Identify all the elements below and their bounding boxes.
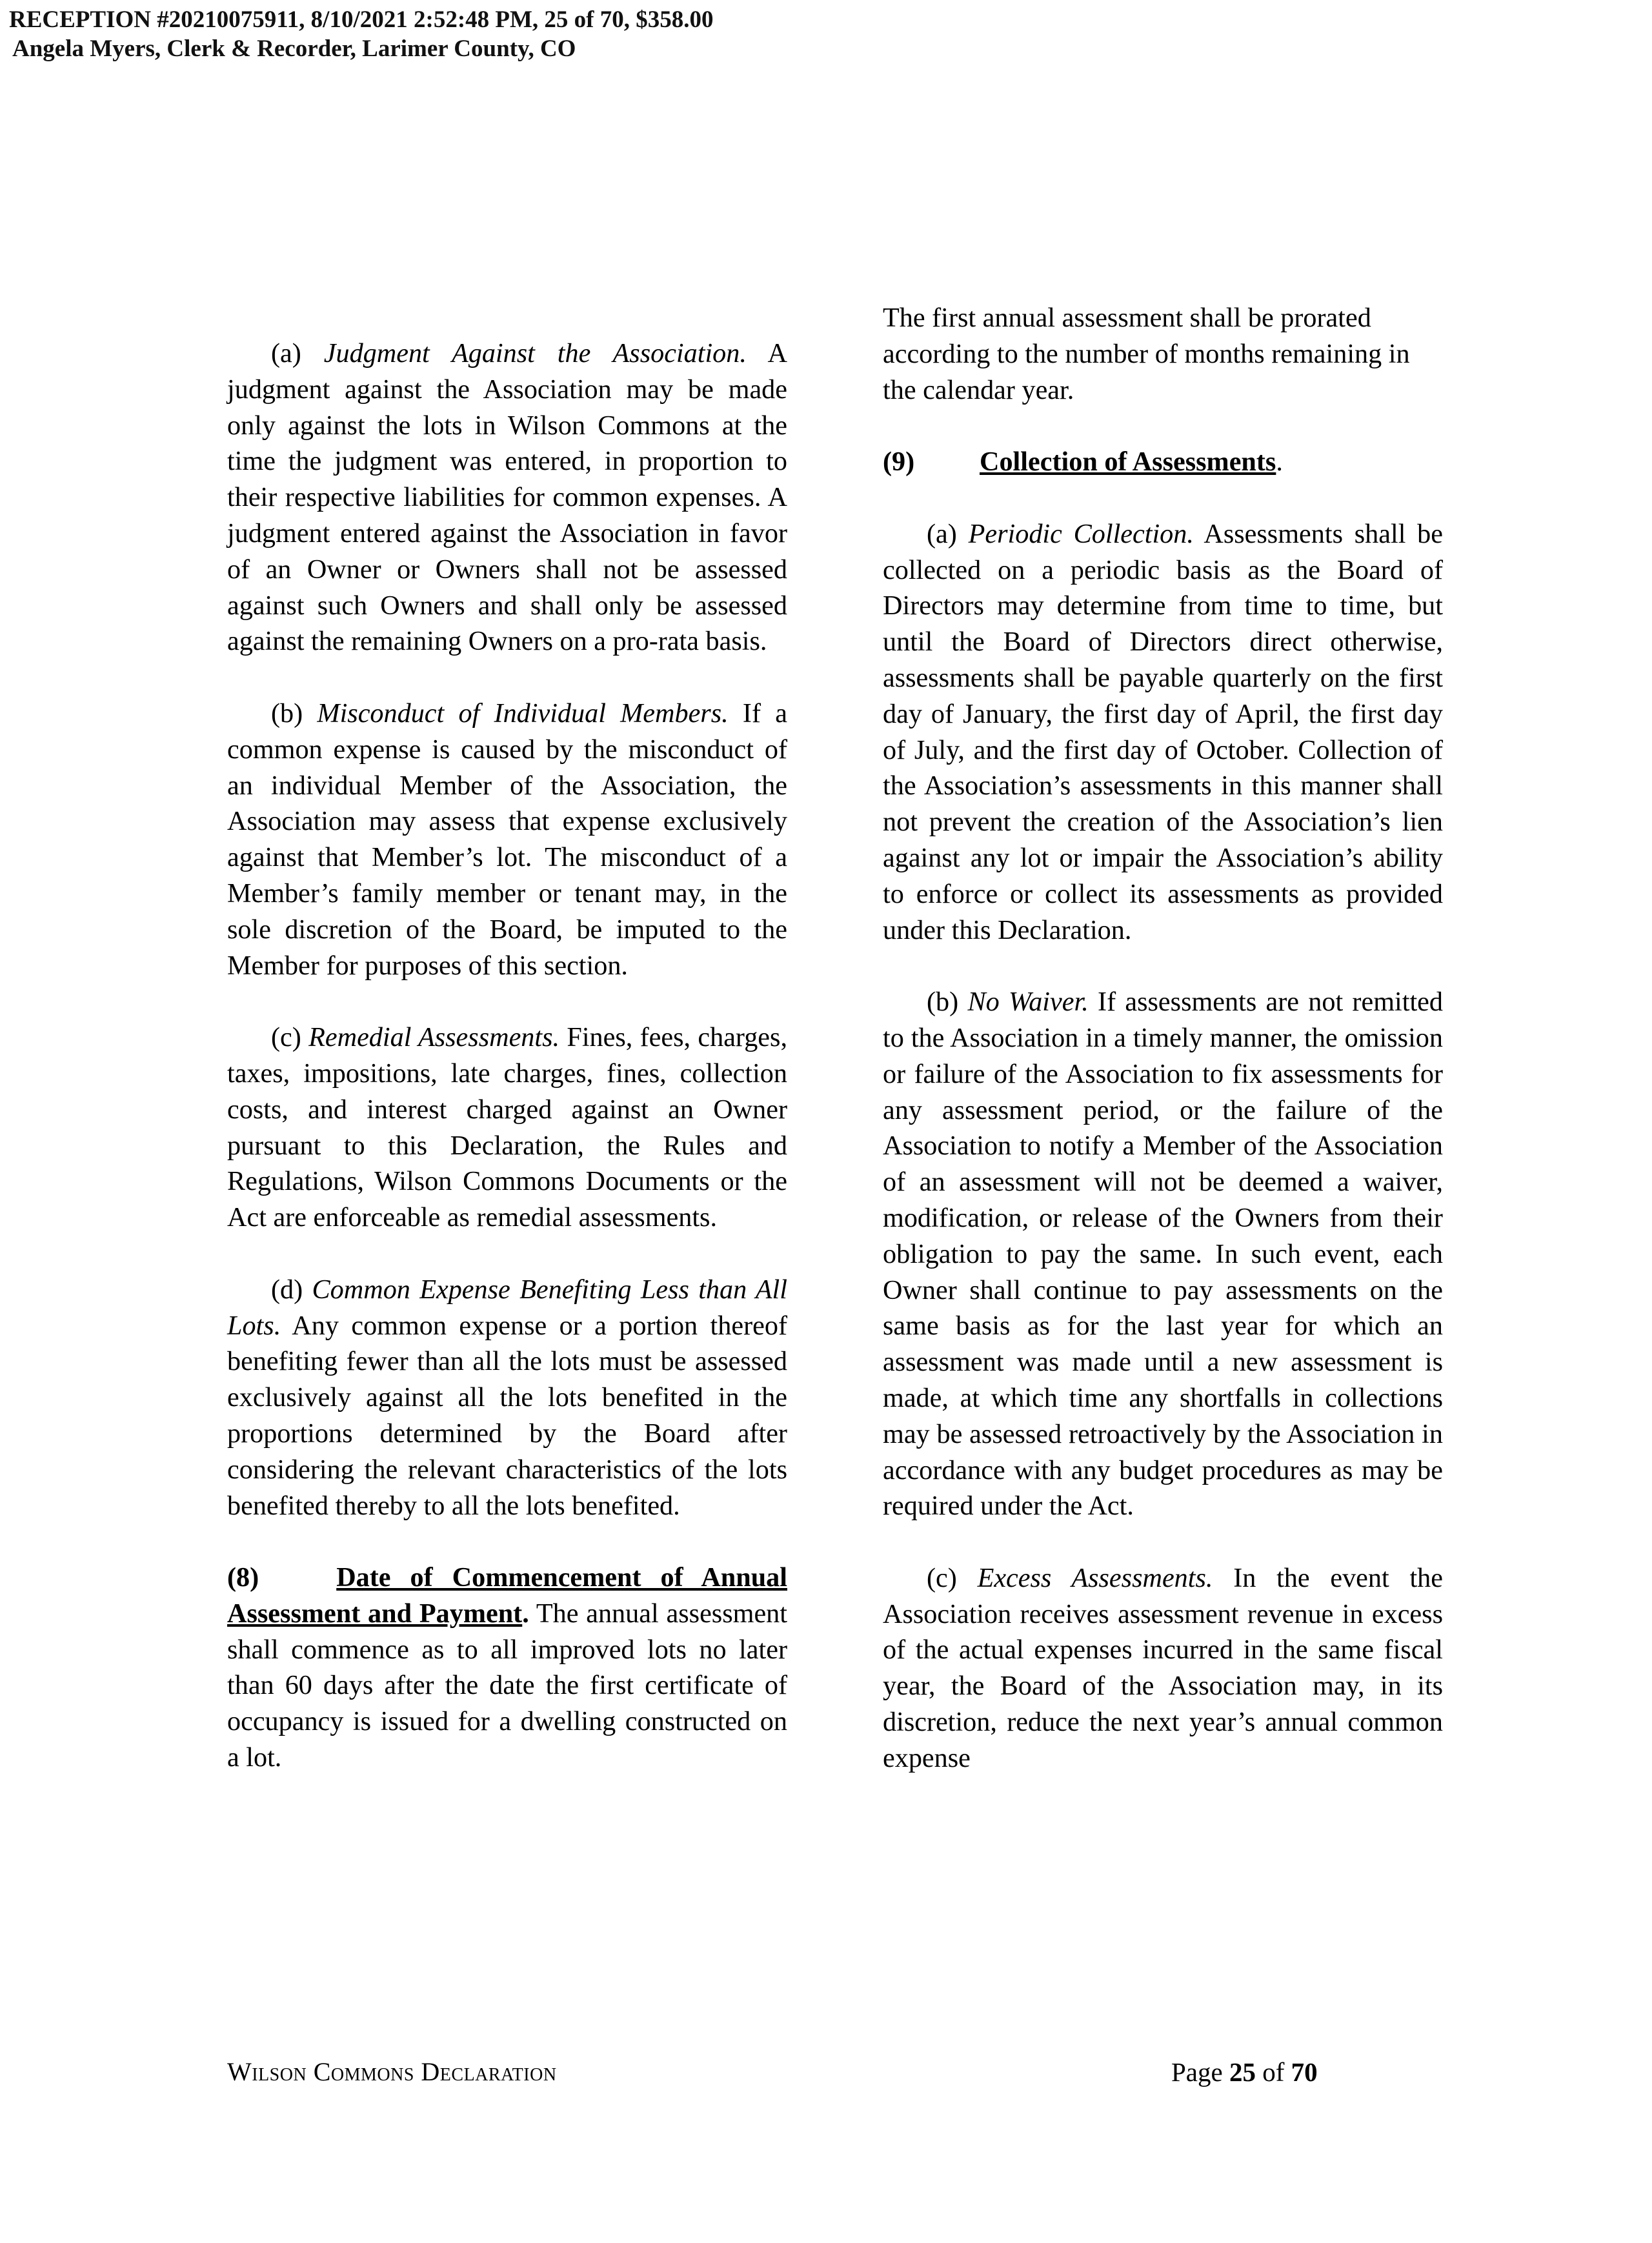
paragraph-body: A judgment against the Association may be made only against the lots in Wilson Commons at the time the judgment was entered, in proportion to their respective liabilities for common expenses. A judgment entered against the Association in favor of an Owner or Owners shall not be assessed against such Owners and shall only be assessed against the remaining Owners on a pro-rata basis. [227,338,787,657]
section-body: The annual assessment shall commence as to all improved lots no later than 60 days after the date the first certificate of occupancy is issued for a dwelling constructed on a lot. [227,1598,787,1773]
paragraph-title: Excess Assessments. [977,1562,1213,1593]
paragraph-title: Common Expense Benefiting Less than All Lots. [227,1274,787,1341]
current-page: 25 [1229,2057,1256,2087]
paragraph-judgment [227,336,787,659]
section-8 [227,1560,787,1776]
paragraph-body: If assessments are not remitted to the Association in a timely manner, the omission or failure of the Association to fix assessments for any assessment period, or the failure of the Association to notify a Member of the Association of an assessment will not be deemed a waiver, modification, or release of the Owners from their obligation to pay the same. In such event, each Owner shall continue to pay assessments on the same basis as for the last year for which an assessment was made until a new assessment is made, at which time any shortfalls in collections may be assessed retroactively by the Association in accordance with any budget procedures as may be required under the Act. [883,987,1443,1522]
paragraph-benefiting [227,1272,787,1524]
footer-page-number [1171,2057,1318,2087]
paragraph-remedial [227,1020,787,1236]
paragraph-misconduct [227,696,787,983]
paragraph-label: (c) [927,1562,978,1593]
paragraph-label: (a) [271,338,324,368]
paragraph-body: In the event the Association receives assessment revenue in excess of the actual expenses incurred in the same fiscal year, the Board of the Association may, in its discretion, reduce the next year’s annual common expense [883,1562,1443,1773]
section-9 [883,444,1443,480]
paragraph-no-waiver [883,984,1443,1524]
paragraph-continuation: The first annual assessment shall be prorated according to the number of months remaining in the calendar year. [883,303,1410,405]
reception-line: RECEPTION #20210075911, 8/10/2021 2:52:48 PM, 25 of 70, $358.00 [9,6,714,33]
footer-document-title: Wilson Commons Declaration [227,2057,557,2086]
section-title: Date of Commencement of Annual Assessment and Payment [227,1562,787,1629]
recorder-line: Angela Myers, Clerk & Recorder, Larimer County, CO [12,35,576,63]
paragraph-title: Periodic Collection. [968,518,1194,549]
recording-stamp [9,5,713,63]
paragraph-title: No Waiver. [967,987,1089,1018]
paragraph-body: Fines, fees, charges, taxes, impositions, late charges, fines, collection costs, and interest charged against an Owner pursuant to this Declaration, the Rules and Regulations, Wilson Commons Documents or the Act are enforceable as remedial assessments. [227,1022,787,1233]
paragraph-label: (a) [927,518,969,549]
paragraph-title: Misconduct of Individual Members. [317,698,729,729]
of-word: of [1255,2057,1291,2087]
paragraph-title: Judgment Against the Association. [323,338,747,368]
right-column [883,300,1443,1776]
paragraph-body: Any common expense or a portion thereof benefiting fewer than all the lots must be assessed exclusively against all the lots benefited in the proportions determined by the Board after considering the relevant characteristics of the lots benefited thereby to all the lots benefited. [227,1310,787,1521]
paragraph-title: Remedial Assessments. [308,1022,560,1053]
section-number: (9) [883,447,915,478]
section-number: (8) [227,1562,259,1593]
paragraph-label: (b) [271,698,317,729]
paragraph-periodic-collection [883,516,1443,949]
section-period: . [522,1598,529,1629]
paragraph-excess [883,1560,1443,1776]
page-word: Page [1171,2057,1229,2087]
paragraph-body: Assessments shall be collected on a periodic basis as the Board of Directors may determine from time to time, but until the Board of Directors direct otherwise, assessments shall be payable quarterly on the first day of January, the first day of April, the first day of July, and the first day of October. Collection of the Association’s assessments in this manner shall not prevent the creation of the Association’s lien against any lot or impair the Association’s ability to enforce or collect its assessments as provided under this Declaration. [883,518,1443,945]
section-period: . [1276,447,1283,478]
left-column [227,336,787,1776]
paragraph-label: (b) [927,987,968,1018]
section-title: Collection of Assessments [980,447,1276,478]
paragraph-body: If a common expense is caused by the misconduct of an individual Member of the Association, the Association may assess that expense exclusively against that Member’s lot. The misconduct of a Member’s family member or tenant may, in the sole discretion of the Board, be imputed to the Member for purposes of this section. [227,698,787,981]
paragraph-label: (d) [271,1274,312,1305]
paragraph-label: (c) [271,1022,309,1053]
total-pages: 70 [1291,2057,1318,2087]
